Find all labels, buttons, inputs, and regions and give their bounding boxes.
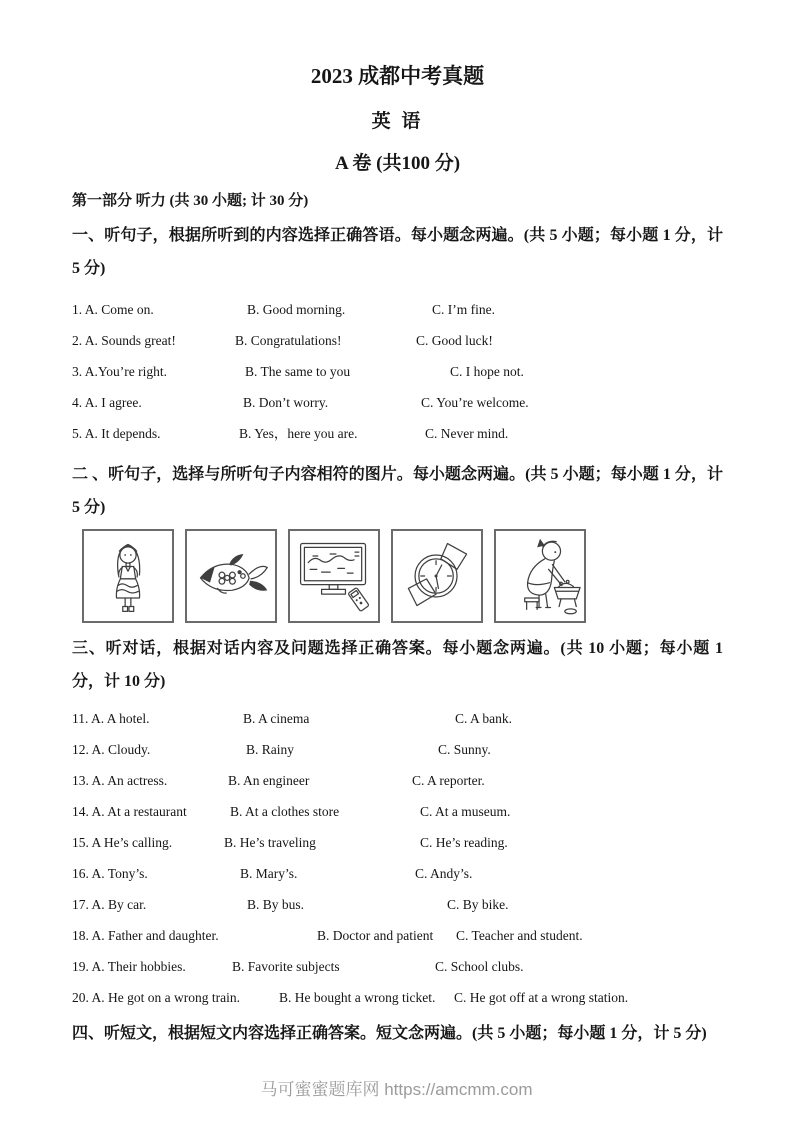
question-row-14 bbox=[72, 796, 723, 827]
option-a: 13. A. An actress. bbox=[72, 773, 168, 788]
question-row-20 bbox=[72, 982, 723, 1013]
picture-tv-map bbox=[288, 529, 380, 623]
option-b: B. Rainy bbox=[246, 742, 295, 757]
option-b: B. The same to you bbox=[245, 364, 351, 379]
washing-girl-image bbox=[498, 533, 582, 619]
option-c: C. He’s reading. bbox=[420, 835, 508, 850]
question-row-19 bbox=[72, 951, 723, 982]
picture-washing-girl bbox=[494, 529, 586, 623]
subject-title: 英 语 bbox=[371, 111, 424, 132]
section3-heading: 三、听对话，根据对话内容及问题选择正确答案。每小题念两遍。(共 10 小题；每小题 1 分，计 10 分) bbox=[72, 640, 723, 690]
option-a: 4. A. I agree. bbox=[72, 395, 142, 410]
paper-a-title: A 卷 (共100 分) bbox=[334, 153, 461, 174]
question-row-5 bbox=[72, 418, 723, 449]
option-c: C. Sunny. bbox=[438, 742, 491, 757]
picture-watch bbox=[391, 529, 483, 623]
option-b: B. Mary’s. bbox=[240, 866, 298, 881]
option-c: C. You’re welcome. bbox=[421, 395, 529, 410]
option-a: 20. A. He got on a wrong train. bbox=[72, 990, 240, 1005]
option-a: 14. A. At a restaurant bbox=[72, 804, 187, 819]
question-row-2 bbox=[72, 325, 723, 356]
option-a: 19. A. Their hobbies. bbox=[72, 959, 186, 974]
question-row-18 bbox=[72, 920, 723, 951]
option-b: B. Doctor and patient bbox=[317, 928, 434, 943]
option-b: B. He’s traveling bbox=[224, 835, 316, 850]
section1-heading: 一、听句子，根据所听到的内容选择正确答语。每小题念两遍。(共 5 小题；每小题 1 分，计 5 分) bbox=[72, 227, 723, 277]
question-row-4 bbox=[72, 387, 723, 418]
option-b: B. Don’t worry. bbox=[243, 395, 329, 410]
option-c: C. I’m fine. bbox=[432, 302, 495, 317]
question-row-17 bbox=[72, 889, 723, 920]
option-c: C. At a museum. bbox=[420, 804, 511, 819]
option-c: C. School clubs. bbox=[435, 959, 524, 974]
option-c: C. A reporter. bbox=[412, 773, 485, 788]
question-row-16 bbox=[72, 858, 723, 889]
option-b: B. By bus. bbox=[247, 897, 305, 912]
picture-options bbox=[82, 529, 723, 623]
option-c: C. Good luck! bbox=[416, 333, 493, 348]
question-row-1 bbox=[72, 294, 723, 325]
wristwatch-image bbox=[395, 533, 479, 619]
girl-image bbox=[86, 533, 170, 619]
option-c: C. A bank. bbox=[455, 711, 513, 726]
option-a: 11. A. A hotel. bbox=[72, 711, 150, 726]
question-row-13 bbox=[72, 765, 723, 796]
option-b: B. Good morning. bbox=[247, 302, 346, 317]
option-c: C. I hope not. bbox=[450, 364, 524, 379]
option-c: C. By bike. bbox=[447, 897, 509, 912]
section4-heading: 四、听短文，根据短文内容选择正确答案。短文念两遍。(共 5 小题；每小题 1 分，计 5 分) bbox=[72, 1025, 707, 1042]
option-a: 18. A. Father and daughter. bbox=[72, 928, 219, 943]
option-b: B. Congratulations! bbox=[235, 333, 342, 348]
question-row-12 bbox=[72, 734, 723, 765]
option-b: B. Favorite subjects bbox=[232, 959, 340, 974]
option-a: 12. A. Cloudy. bbox=[72, 742, 151, 757]
watermark-site-text: 马可蜜蜜题库网 https://amcmm.com bbox=[260, 1080, 533, 1099]
option-a: 17. A. By car. bbox=[72, 897, 147, 912]
option-b: B. A cinema bbox=[243, 711, 310, 726]
option-a: 15. A He’s calling. bbox=[72, 835, 173, 850]
section2-heading: 二 、听句子，选择与所听句子内容相符的图片。每小题念两遍。(共 5 小题；每小题 1 分，计 5 分) bbox=[72, 466, 723, 516]
option-b: B. An engineer bbox=[228, 773, 310, 788]
question-row-15 bbox=[72, 827, 723, 858]
question-row-3 bbox=[72, 356, 723, 387]
question-row-11 bbox=[72, 703, 723, 734]
questions-11-20 bbox=[72, 703, 723, 1013]
option-c: C. He got off at a wrong station. bbox=[454, 990, 629, 1005]
tv-map-image bbox=[292, 533, 376, 619]
option-c: C. Teacher and student. bbox=[456, 928, 583, 943]
option-a: 1. A. Come on. bbox=[72, 302, 154, 317]
option-c: C. Andy’s. bbox=[415, 866, 473, 881]
option-b: B. Yes，here you are. bbox=[239, 426, 358, 441]
option-c: C. Never mind. bbox=[425, 426, 509, 441]
option-a: 2. A. Sounds great! bbox=[72, 333, 176, 348]
questions-1-5 bbox=[72, 294, 723, 449]
option-b: B. At a clothes store bbox=[230, 804, 340, 819]
fish-image bbox=[189, 533, 273, 619]
picture-girl bbox=[82, 529, 174, 623]
page-title: 2023 成都中考真题 bbox=[310, 64, 485, 88]
option-a: 5. A. It depends. bbox=[72, 426, 161, 441]
part1-heading: 第一部分 听力 (共 30 小题; 计 30 分) bbox=[72, 193, 309, 209]
option-a: 3. A.You’re right. bbox=[72, 364, 168, 379]
option-a: 16. A. Tony’s. bbox=[72, 866, 148, 881]
picture-fish bbox=[185, 529, 277, 623]
option-b: B. He bought a wrong ticket. bbox=[279, 990, 436, 1005]
